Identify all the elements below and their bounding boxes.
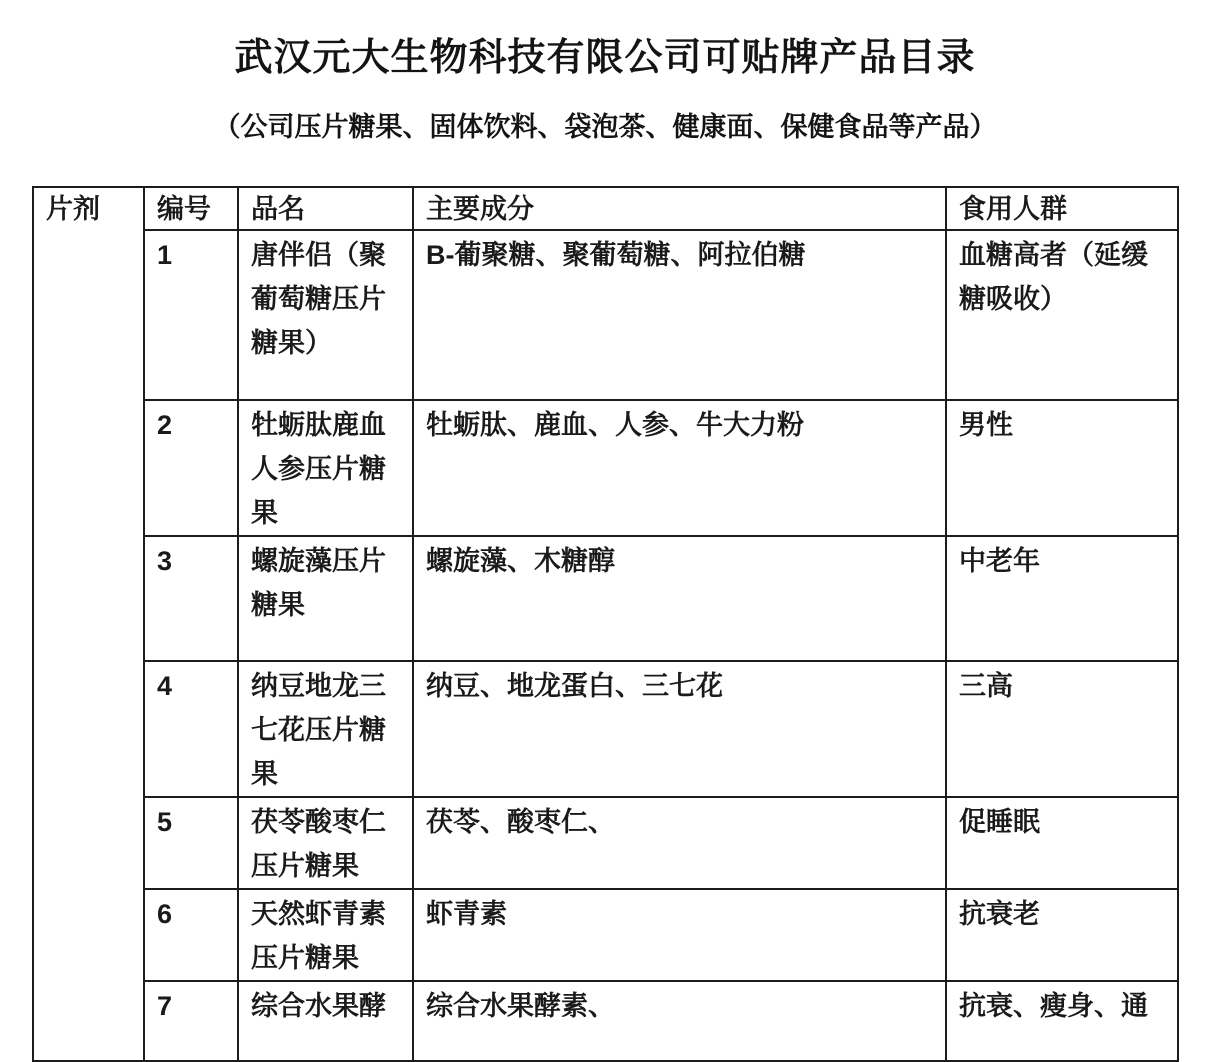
table-row — [33, 536, 1178, 661]
cell-name: 纳豆地龙三七花压片糖果 — [238, 661, 413, 797]
cell-name: 茯苓酸枣仁压片糖果 — [238, 797, 413, 889]
header-row — [33, 187, 1178, 230]
cell-audience: 促睡眠 — [946, 797, 1178, 889]
cell-audience: 抗衰、瘦身、通 — [946, 981, 1178, 1061]
cell-ingredients: 综合水果酵素、 — [413, 981, 946, 1061]
cell-no: 1 — [144, 230, 238, 400]
table-row — [33, 797, 1178, 889]
table-row — [33, 400, 1178, 536]
product-table — [32, 186, 1179, 1062]
cell-audience: 抗衰老 — [946, 889, 1178, 981]
column-header-no: 编号 — [144, 187, 238, 230]
table-row — [33, 230, 1178, 400]
page-title: 武汉元大生物科技有限公司可贴牌产品目录 — [234, 37, 976, 79]
cell-name: 螺旋藻压片糖果 — [238, 536, 413, 661]
cell-audience: 三高 — [946, 661, 1178, 797]
cell-no: 6 — [144, 889, 238, 981]
cell-ingredients: 螺旋藻、木糖醇 — [413, 536, 946, 661]
column-header-name: 品名 — [238, 187, 413, 230]
cell-no: 3 — [144, 536, 238, 661]
cell-audience: 血糖高者（延缓糖吸收） — [946, 230, 1178, 400]
cell-name: 牡蛎肽鹿血人参压片糖果 — [238, 400, 413, 536]
cell-name: 唐伴侣（聚葡萄糖压片糖果） — [238, 230, 413, 400]
column-header-audience: 食用人群 — [946, 187, 1178, 230]
cell-no: 2 — [144, 400, 238, 536]
page-subtitle: （公司压片糖果、固体饮料、袋泡茶、健康面、保健食品等产品） — [213, 112, 997, 142]
cell-ingredients: 虾青素 — [413, 889, 946, 981]
cell-name: 天然虾青素压片糖果 — [238, 889, 413, 981]
table-row — [33, 661, 1178, 797]
category-cell-tablets: 片剂 — [33, 187, 144, 1061]
cell-ingredients: 茯苓、酸枣仁、 — [413, 797, 946, 889]
column-header-ingredients: 主要成分 — [413, 187, 946, 230]
cell-ingredients: 纳豆、地龙蛋白、三七花 — [413, 661, 946, 797]
cell-no: 5 — [144, 797, 238, 889]
table-row — [33, 889, 1178, 981]
cell-ingredients: 牡蛎肽、鹿血、人参、牛大力粉 — [413, 400, 946, 536]
cell-audience: 男性 — [946, 400, 1178, 536]
table-row — [33, 981, 1178, 1061]
cell-ingredients: B-葡聚糖、聚葡萄糖、阿拉伯糖 — [413, 230, 946, 400]
cell-name: 综合水果酵 — [238, 981, 413, 1061]
cell-no: 7 — [144, 981, 238, 1061]
cell-audience: 中老年 — [946, 536, 1178, 661]
cell-no: 4 — [144, 661, 238, 797]
